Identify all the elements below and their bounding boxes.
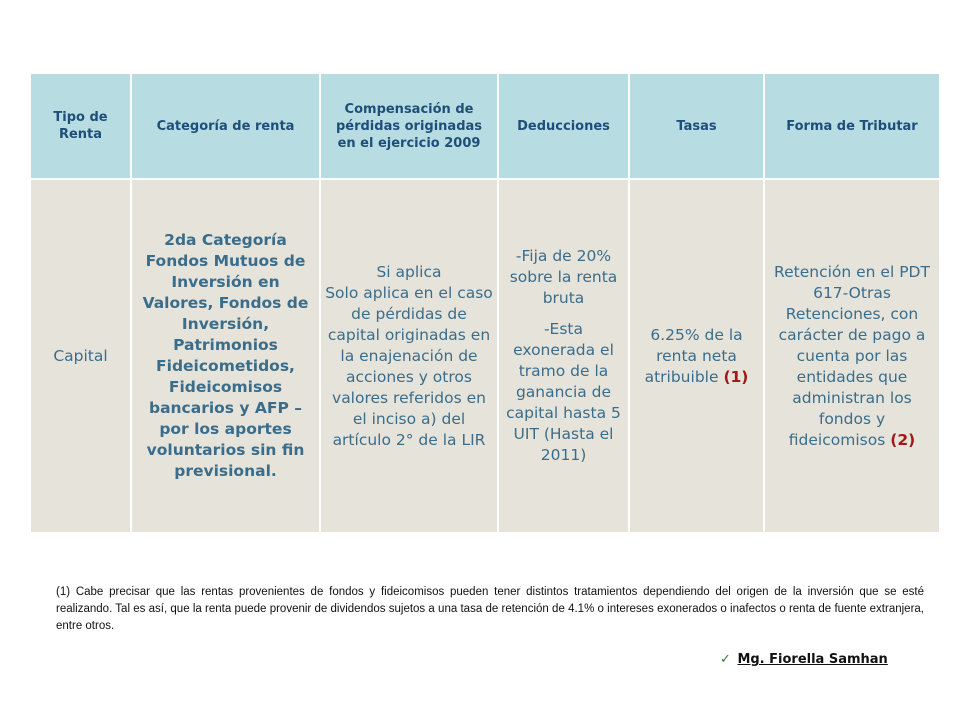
header-tipo-de-renta: Tipo de Renta bbox=[30, 73, 131, 179]
deducciones-p2: -Esta exonerada el tramo de la ganancia de capital hasta 5 UIT (Hasta el 2011) bbox=[506, 320, 621, 464]
forma-footnote-ref: (2) bbox=[890, 430, 916, 449]
header-deducciones: Deducciones bbox=[498, 73, 629, 179]
author-signature bbox=[720, 652, 888, 667]
cell-categoria: 2da Categoría Fondos Mutuos de Inversión en Valores, Fondos de Inversión, Patrimonios Fideicometidos, Fideicomisos bancarios y AFP –por los aportes voluntarios sin fin previsional. bbox=[131, 179, 320, 533]
check-icon: ✓ bbox=[720, 652, 731, 667]
compensacion-line2: Solo aplica en el caso de pérdidas de capital originadas en la enajenación de acciones y otros valores referidos en el inciso a) del artículo 2° de la LIR bbox=[325, 283, 493, 449]
header-compensacion: Compensación de pérdidas originadas en el ejercicio 2009 bbox=[320, 73, 498, 179]
table-header-row bbox=[30, 73, 940, 179]
cell-forma bbox=[764, 179, 940, 533]
footnote: (1) Cabe precisar que las rentas provenientes de fondos y fideicomisos pueden tener distintos tratamientos dependiendo del origen de la inversión que se esté realizando. Tal es así, que la renta puede provenir de dividendos sujetos a una tasa de retención de 4.1% o intereses exonerados o inafectos o renta de fuente extranjera, entre otros. bbox=[56, 586, 924, 632]
deducciones-p1: -Fija de 20% sobre la renta bruta bbox=[509, 247, 618, 307]
header-forma-de-tributar: Forma de Tributar bbox=[764, 73, 940, 179]
header-tasas: Tasas bbox=[629, 73, 764, 179]
tax-table bbox=[29, 72, 941, 534]
table-row bbox=[30, 179, 940, 533]
cell-tipo: Capital bbox=[30, 179, 131, 533]
header-categoria-de-renta: Categoría de renta bbox=[131, 73, 320, 179]
cell-deducciones bbox=[498, 179, 629, 533]
tasas-text: 6.25% de la renta neta atribuible bbox=[644, 325, 743, 386]
compensacion-line1: Si aplica bbox=[376, 262, 442, 281]
cell-tasas bbox=[629, 179, 764, 533]
cell-compensacion bbox=[320, 179, 498, 533]
tasas-footnote-ref: (1) bbox=[723, 367, 749, 386]
author-name: Mg. Fiorella Samhan bbox=[737, 652, 888, 667]
forma-text: Retención en el PDT 617-Otras Retenciones, con carácter de pago a cuenta por las entidades que administran los fondos y fideicomisos bbox=[774, 262, 930, 449]
